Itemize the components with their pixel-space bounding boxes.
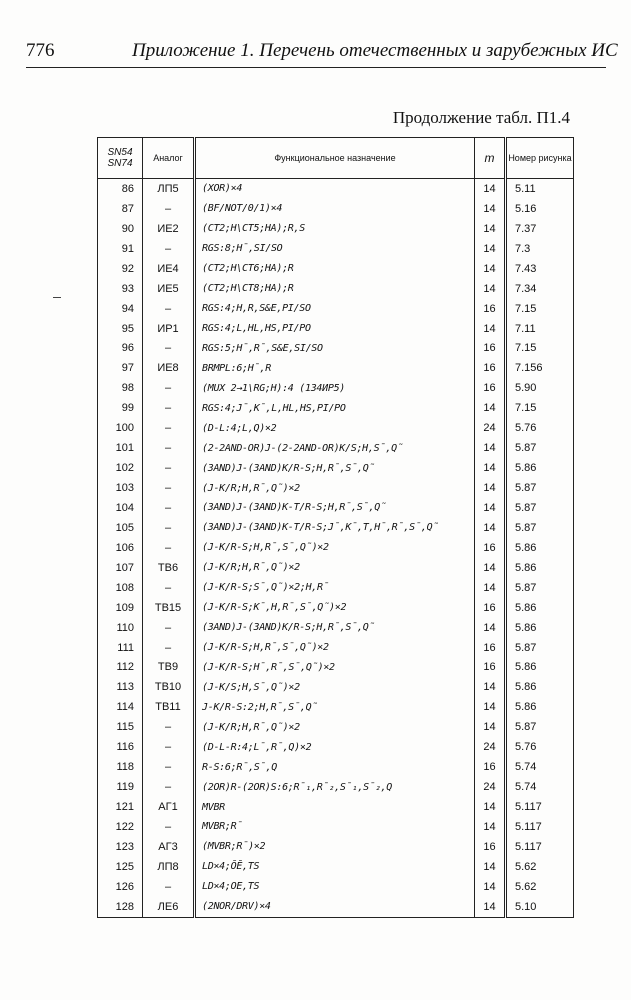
table-row	[98, 757, 574, 777]
col-header-analog: Аналог	[143, 138, 195, 179]
cell-figure: 5.86	[506, 558, 574, 578]
cell-m: 14	[475, 438, 506, 458]
cell-function: (CT2;H\CT5;HA);R,S	[195, 219, 475, 239]
cell-figure: 7.11	[506, 319, 574, 339]
table-caption: Продолжение табл. П1.4	[392, 108, 570, 127]
cell-sn: 99	[98, 398, 143, 418]
table-row	[98, 259, 574, 279]
cell-analog: –	[143, 378, 195, 398]
cell-figure: 5.62	[506, 877, 574, 897]
cell-sn: 108	[98, 578, 143, 598]
cell-m: 16	[475, 339, 506, 359]
table-row	[98, 598, 574, 618]
cell-figure: 5.117	[506, 837, 574, 857]
cell-function: (2NOR/DRV)×4	[195, 897, 475, 917]
table-row	[98, 538, 574, 558]
cell-figure: 5.117	[506, 797, 574, 817]
cell-analog: ЛП5	[143, 179, 195, 199]
col-header-sn: SN54 SN74	[98, 138, 143, 179]
cell-figure: 7.34	[506, 279, 574, 299]
table-row	[98, 498, 574, 518]
cell-m: 14	[475, 677, 506, 697]
cell-analog: –	[143, 618, 195, 638]
cell-figure: 5.74	[506, 757, 574, 777]
cell-analog: –	[143, 398, 195, 418]
cell-figure: 5.87	[506, 498, 574, 518]
cell-sn: 106	[98, 538, 143, 558]
cell-figure: 5.76	[506, 737, 574, 757]
cell-m: 24	[475, 777, 506, 797]
cell-sn: 98	[98, 378, 143, 398]
cell-analog: ИЕ4	[143, 259, 195, 279]
table-row	[98, 438, 574, 458]
cell-m: 14	[475, 398, 506, 418]
cell-sn: 101	[98, 438, 143, 458]
cell-sn: 87	[98, 199, 143, 219]
cell-function: (J-K/R-S;H̄,R̄,S̄,Q̃)×2	[195, 658, 475, 678]
cell-figure: 7.43	[506, 259, 574, 279]
cell-analog: –	[143, 418, 195, 438]
cell-figure: 5.62	[506, 857, 574, 877]
page-number: 776	[26, 40, 55, 61]
table-row	[98, 897, 574, 917]
table-row	[98, 378, 574, 398]
cell-function: (D-L-R:4;L̄,R̄,Q)×2	[195, 737, 475, 757]
cell-m: 14	[475, 857, 506, 877]
cell-sn: 102	[98, 458, 143, 478]
cell-figure: 5.86	[506, 538, 574, 558]
col-header-function: Функциональное назначение	[195, 138, 475, 179]
cell-function: (2OR)R-(2OR)S:6;R̄₁,R̄₂,S̄₁,S̄₂,Q	[195, 777, 475, 797]
cell-function: (CT2;H\CT8;HA);R	[195, 279, 475, 299]
cell-analog: –	[143, 538, 195, 558]
cell-function: (3AND)J-(3AND)K-T/R-S;J̄,K̄,T,H̄,R̄,S̄,Q̃	[195, 518, 475, 538]
cell-m: 14	[475, 897, 506, 917]
cell-m: 16	[475, 378, 506, 398]
cell-figure: 5.86	[506, 697, 574, 717]
table-row	[98, 339, 574, 359]
cell-m: 14	[475, 558, 506, 578]
cell-figure: 7.37	[506, 219, 574, 239]
cell-function: (3AND)J-(3AND)K/R-S;H,R̄,S̄,Q̃	[195, 458, 475, 478]
cell-m: 16	[475, 757, 506, 777]
cell-function: (J-K/R-S;K̄,H,R̄,S̄,Q̃)×2	[195, 598, 475, 618]
table-row	[98, 179, 574, 199]
table-row	[98, 219, 574, 239]
table-row	[98, 518, 574, 538]
cell-figure: 5.74	[506, 777, 574, 797]
cell-figure: 5.90	[506, 378, 574, 398]
cell-sn: 92	[98, 259, 143, 279]
cell-m: 14	[475, 697, 506, 717]
table-row	[98, 658, 574, 678]
cell-function: BRMPL:6;H̄,R	[195, 358, 475, 378]
cell-m: 14	[475, 797, 506, 817]
col-header-figure: Номер рисунка	[506, 138, 574, 179]
cell-function: (J-K/R;H,R̄,Q̃)×2	[195, 558, 475, 578]
cell-analog: –	[143, 757, 195, 777]
cell-sn: 90	[98, 219, 143, 239]
cell-function: (J-K/R-S;H,R̄,S̄,Q̃)×2	[195, 638, 475, 658]
cell-figure: 5.76	[506, 418, 574, 438]
cell-sn: 128	[98, 897, 143, 917]
table-row	[98, 458, 574, 478]
cell-analog: –	[143, 877, 195, 897]
cell-analog: –	[143, 199, 195, 219]
cell-sn: 93	[98, 279, 143, 299]
table-row	[98, 737, 574, 757]
table-row	[98, 398, 574, 418]
cell-analog: ИЕ5	[143, 279, 195, 299]
cell-analog: –	[143, 458, 195, 478]
cell-m: 16	[475, 358, 506, 378]
cell-function: (D-L:4;L,Q)×2	[195, 418, 475, 438]
cell-analog: –	[143, 777, 195, 797]
cell-function: RGS:4;J̄,K̄,L,HL,HS,PI/PO	[195, 398, 475, 418]
col-header-m: m	[475, 138, 506, 179]
cell-sn: 126	[98, 877, 143, 897]
table-row	[98, 279, 574, 299]
cell-m: 14	[475, 478, 506, 498]
cell-sn: 96	[98, 339, 143, 359]
cell-function: (MVBR;R̄)×2	[195, 837, 475, 857]
table-row	[98, 638, 574, 658]
cell-sn: 95	[98, 319, 143, 339]
table-row	[98, 618, 574, 638]
table-row	[98, 877, 574, 897]
cell-analog: –	[143, 438, 195, 458]
cell-sn: 115	[98, 717, 143, 737]
cell-sn: 121	[98, 797, 143, 817]
cell-figure: 7.156	[506, 358, 574, 378]
cell-analog: ИР1	[143, 319, 195, 339]
cell-figure: 5.87	[506, 578, 574, 598]
cell-figure: 7.3	[506, 239, 574, 259]
cell-function: (J-K/S;H,S̄,Q̃)×2	[195, 677, 475, 697]
cell-function: LD×4;OE,TS	[195, 877, 475, 897]
table-row	[98, 558, 574, 578]
cell-m: 14	[475, 578, 506, 598]
cell-figure: 5.10	[506, 897, 574, 917]
cell-function: (2-2AND-OR)J-(2-2AND-OR)K/S;H,S̄,Q̃	[195, 438, 475, 458]
cell-m: 14	[475, 259, 506, 279]
cell-function: (J-K/R;H,R̄,Q̃)×2	[195, 478, 475, 498]
cell-analog: ЛЕ6	[143, 897, 195, 917]
cell-figure: 5.86	[506, 618, 574, 638]
cell-m: 14	[475, 498, 506, 518]
cell-m: 24	[475, 418, 506, 438]
cell-figure: 5.87	[506, 518, 574, 538]
cell-function: RGS:8;H̄,SI/SO	[195, 239, 475, 259]
cell-sn: 105	[98, 518, 143, 538]
cell-figure: 7.15	[506, 398, 574, 418]
cell-figure: 7.15	[506, 299, 574, 319]
cell-sn: 113	[98, 677, 143, 697]
cell-sn: 125	[98, 857, 143, 877]
cell-function: RGS:4;L,HL,HS,PI/PO	[195, 319, 475, 339]
table-row	[98, 239, 574, 259]
cell-analog: –	[143, 498, 195, 518]
cell-m: 14	[475, 817, 506, 837]
table-row	[98, 797, 574, 817]
cell-analog: ТВ9	[143, 658, 195, 678]
cell-sn: 103	[98, 478, 143, 498]
cell-m: 16	[475, 658, 506, 678]
table-row	[98, 478, 574, 498]
cell-analog: –	[143, 299, 195, 319]
cell-figure: 5.86	[506, 458, 574, 478]
cell-sn: 94	[98, 299, 143, 319]
table-row	[98, 777, 574, 797]
cell-m: 14	[475, 199, 506, 219]
table-header-row	[98, 138, 574, 179]
cell-m: 16	[475, 538, 506, 558]
cell-sn: 118	[98, 757, 143, 777]
page-header	[26, 40, 626, 66]
cell-m: 14	[475, 239, 506, 259]
cell-function: LD×4;ŌĒ,TS	[195, 857, 475, 877]
cell-sn: 119	[98, 777, 143, 797]
table-row	[98, 299, 574, 319]
cell-analog: –	[143, 478, 195, 498]
cell-analog: ТВ15	[143, 598, 195, 618]
table-body	[98, 179, 574, 918]
cell-m: 14	[475, 319, 506, 339]
cell-m: 14	[475, 279, 506, 299]
cell-function: (J-K/R-S;S̄,Q̃)×2;H,R̄	[195, 578, 475, 598]
cell-sn: 111	[98, 638, 143, 658]
cell-figure: 5.86	[506, 598, 574, 618]
cell-sn: 109	[98, 598, 143, 618]
cell-function: (J-K/R-S;H,R̄,S̄,Q̃)×2	[195, 538, 475, 558]
cell-function: (XOR)×4	[195, 179, 475, 199]
table-row	[98, 677, 574, 697]
cell-m: 14	[475, 877, 506, 897]
cell-function: (MUX 2→1\RG;H):4 (134ИР5)	[195, 378, 475, 398]
cell-analog: –	[143, 518, 195, 538]
cell-analog: ИЕ8	[143, 358, 195, 378]
cell-sn: 122	[98, 817, 143, 837]
cell-function: MVBR	[195, 797, 475, 817]
cell-sn: 91	[98, 239, 143, 259]
cell-sn: 104	[98, 498, 143, 518]
cell-analog: ТВ6	[143, 558, 195, 578]
cell-figure: 7.15	[506, 339, 574, 359]
cell-sn: 114	[98, 697, 143, 717]
cell-sn: 116	[98, 737, 143, 757]
table-row	[98, 199, 574, 219]
cell-sn: 112	[98, 658, 143, 678]
cell-analog: –	[143, 578, 195, 598]
header-rule	[26, 67, 606, 68]
cell-m: 24	[475, 737, 506, 757]
cell-m: 16	[475, 638, 506, 658]
running-title: Приложение 1. Перечень отечественных и зарубежных ИС	[132, 40, 618, 61]
cell-function: (J-K/R;H,R̄,Q̃)×2	[195, 717, 475, 737]
cell-analog: ЛП8	[143, 857, 195, 877]
table-row	[98, 358, 574, 378]
cell-analog: ТВ10	[143, 677, 195, 697]
margin-mark	[53, 297, 61, 298]
cell-analog: –	[143, 339, 195, 359]
cell-function: MVBR;R̄	[195, 817, 475, 837]
cell-figure: 5.87	[506, 438, 574, 458]
cell-analog: –	[143, 717, 195, 737]
cell-function: (BF/NOT/0/1)×4	[195, 199, 475, 219]
table-row	[98, 418, 574, 438]
cell-figure: 5.87	[506, 478, 574, 498]
table-row	[98, 717, 574, 737]
cell-function: (CT2;H\CT6;HA);R	[195, 259, 475, 279]
cell-function: (3AND)J-(3AND)K-T/R-S;H,R̄,S̄,Q̃	[195, 498, 475, 518]
cell-function: RGS:4;H,R,S&E,PI/SO	[195, 299, 475, 319]
cell-sn: 97	[98, 358, 143, 378]
cell-figure: 5.117	[506, 817, 574, 837]
table-row	[98, 837, 574, 857]
cell-analog: ТВ11	[143, 697, 195, 717]
cell-analog: АГ3	[143, 837, 195, 857]
cell-m: 14	[475, 518, 506, 538]
cell-m: 14	[475, 618, 506, 638]
cell-figure: 5.86	[506, 658, 574, 678]
cell-function: J-K/R-S:2;H,R̄,S̄,Q̃	[195, 697, 475, 717]
cell-figure: 5.16	[506, 199, 574, 219]
cell-figure: 5.87	[506, 717, 574, 737]
cell-analog: –	[143, 239, 195, 259]
cell-sn: 110	[98, 618, 143, 638]
table-row	[98, 857, 574, 877]
table-row	[98, 697, 574, 717]
cell-m: 14	[475, 179, 506, 199]
cell-sn: 107	[98, 558, 143, 578]
cell-m: 16	[475, 598, 506, 618]
cell-function: (3AND)J-(3AND)K/R-S;H,R̄,S̄,Q̃	[195, 618, 475, 638]
cell-m: 16	[475, 837, 506, 857]
cell-analog: –	[143, 737, 195, 757]
cell-sn: 86	[98, 179, 143, 199]
table-row	[98, 817, 574, 837]
cell-sn: 100	[98, 418, 143, 438]
table-row	[98, 578, 574, 598]
cell-analog: ИЕ2	[143, 219, 195, 239]
cell-analog: –	[143, 638, 195, 658]
table-row	[98, 319, 574, 339]
cell-figure: 5.87	[506, 638, 574, 658]
cell-figure: 5.86	[506, 677, 574, 697]
cell-analog: –	[143, 817, 195, 837]
cell-m: 14	[475, 717, 506, 737]
chip-table	[97, 137, 574, 918]
cell-m: 16	[475, 299, 506, 319]
cell-figure: 5.11	[506, 179, 574, 199]
cell-function: R-S:6;R̄,S̄,Q	[195, 757, 475, 777]
cell-m: 14	[475, 219, 506, 239]
cell-analog: АГ1	[143, 797, 195, 817]
cell-sn: 123	[98, 837, 143, 857]
cell-function: RGS:5;H̄,R̄,S&E,SI/SO	[195, 339, 475, 359]
cell-m: 14	[475, 458, 506, 478]
